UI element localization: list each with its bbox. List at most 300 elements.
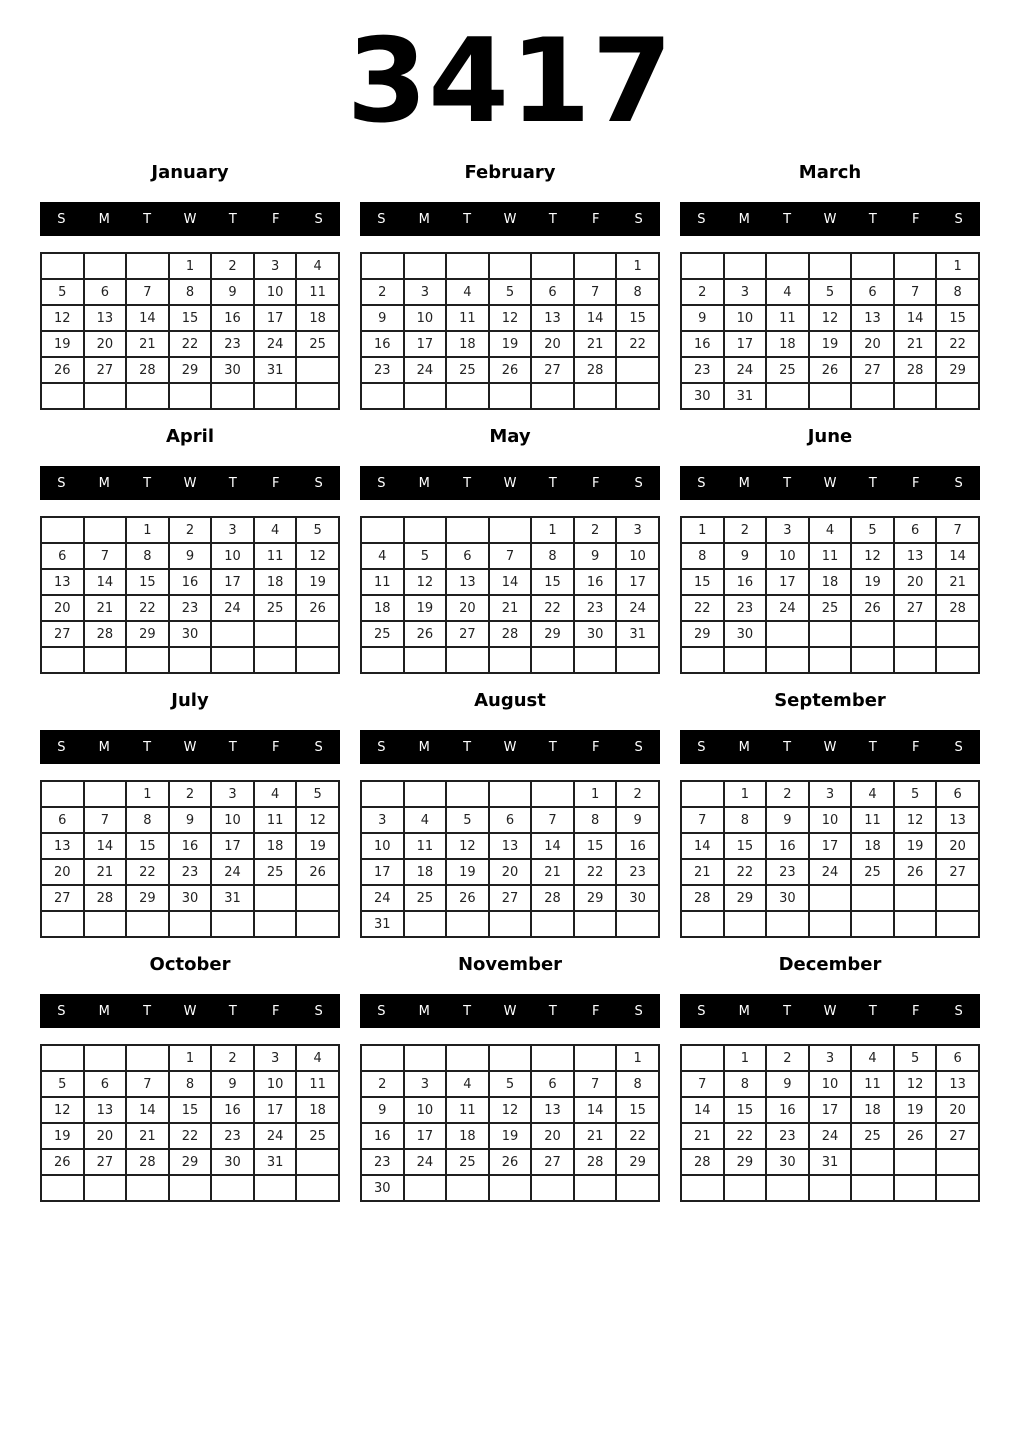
day-cell: 2 — [361, 279, 404, 305]
empty-day-cell — [574, 383, 617, 409]
day-cell: 6 — [41, 543, 84, 569]
empty-day-cell — [574, 1175, 617, 1201]
day-cell: 19 — [446, 859, 489, 885]
week-row — [361, 569, 659, 595]
empty-day-cell — [489, 253, 532, 279]
day-cell: 11 — [446, 1097, 489, 1123]
day-cell: 14 — [531, 833, 574, 859]
day-cell: 9 — [361, 305, 404, 331]
day-cell: 19 — [404, 595, 447, 621]
day-cell: 3 — [404, 279, 447, 305]
day-cell: 18 — [851, 1097, 894, 1123]
day-cell: 4 — [851, 781, 894, 807]
day-cell: 30 — [681, 383, 724, 409]
day-cell: 2 — [169, 517, 212, 543]
weekday-label: S — [954, 1003, 963, 1019]
day-cell: 21 — [936, 569, 979, 595]
week-row — [361, 833, 659, 859]
day-cell: 26 — [41, 357, 84, 383]
empty-day-cell — [489, 647, 532, 673]
day-cell: 21 — [489, 595, 532, 621]
day-cell: 20 — [489, 859, 532, 885]
day-cell: 28 — [84, 621, 127, 647]
day-cell: 24 — [809, 859, 852, 885]
day-cell: 5 — [489, 279, 532, 305]
weekday-label: F — [271, 739, 280, 755]
day-cell: 29 — [574, 885, 617, 911]
day-cell: 19 — [809, 331, 852, 357]
day-cell: 20 — [41, 595, 84, 621]
weekday-header-bar — [360, 202, 660, 236]
week-row — [41, 543, 339, 569]
month-block-december — [680, 950, 980, 1202]
day-cell: 13 — [84, 305, 127, 331]
weekday-label: W — [503, 475, 517, 491]
day-cell: 20 — [936, 833, 979, 859]
empty-day-cell — [126, 253, 169, 279]
empty-day-cell — [211, 621, 254, 647]
day-cell: 5 — [851, 517, 894, 543]
day-cell: 14 — [126, 1097, 169, 1123]
empty-day-cell — [489, 1175, 532, 1201]
week-row — [41, 1149, 339, 1175]
day-cell: 11 — [361, 569, 404, 595]
empty-day-cell — [809, 885, 852, 911]
day-cell: 30 — [766, 1149, 809, 1175]
day-cell: 30 — [616, 885, 659, 911]
week-row — [681, 1175, 979, 1201]
day-cell: 29 — [936, 357, 979, 383]
day-cell: 25 — [254, 595, 297, 621]
weekday-label: S — [377, 211, 386, 227]
weekday-label: T — [868, 739, 877, 755]
day-cell: 8 — [126, 807, 169, 833]
calendar-grid — [680, 780, 980, 938]
weekday-label: M — [738, 211, 750, 227]
empty-day-cell — [809, 621, 852, 647]
day-cell: 27 — [84, 1149, 127, 1175]
empty-day-cell — [574, 253, 617, 279]
day-cell: 15 — [724, 1097, 767, 1123]
month-block-january — [40, 158, 340, 410]
week-row — [681, 885, 979, 911]
day-cell: 10 — [724, 305, 767, 331]
day-cell: 5 — [41, 1071, 84, 1097]
weekday-header-bar — [360, 730, 660, 764]
week-row — [41, 569, 339, 595]
weekday-label: F — [591, 1003, 600, 1019]
day-cell: 21 — [531, 859, 574, 885]
day-cell: 24 — [404, 1149, 447, 1175]
empty-day-cell — [574, 1045, 617, 1071]
day-cell: 28 — [574, 357, 617, 383]
calendar-grid — [360, 780, 660, 938]
month-block-april — [40, 422, 340, 674]
empty-day-cell — [404, 911, 447, 937]
empty-day-cell — [809, 383, 852, 409]
empty-day-cell — [446, 781, 489, 807]
month-block-june — [680, 422, 980, 674]
day-cell: 15 — [169, 1097, 212, 1123]
day-cell: 11 — [296, 279, 339, 305]
day-cell: 4 — [254, 781, 297, 807]
day-cell: 31 — [254, 357, 297, 383]
day-cell: 9 — [574, 543, 617, 569]
empty-day-cell — [41, 1175, 84, 1201]
day-cell: 22 — [724, 859, 767, 885]
day-cell: 1 — [616, 1045, 659, 1071]
empty-day-cell — [404, 1045, 447, 1071]
day-cell: 20 — [41, 859, 84, 885]
day-cell: 12 — [296, 543, 339, 569]
empty-day-cell — [766, 1175, 809, 1201]
week-row — [41, 621, 339, 647]
calendar-page — [0, 14, 1020, 1202]
week-row — [681, 859, 979, 885]
empty-day-cell — [574, 911, 617, 937]
empty-day-cell — [851, 911, 894, 937]
day-cell: 17 — [766, 569, 809, 595]
week-row — [41, 1175, 339, 1201]
day-cell: 10 — [254, 279, 297, 305]
calendar-grid — [680, 252, 980, 410]
day-cell: 13 — [531, 305, 574, 331]
weekday-label: T — [783, 211, 792, 227]
empty-day-cell — [404, 781, 447, 807]
empty-day-cell — [489, 911, 532, 937]
month-title: September — [774, 690, 886, 711]
day-cell: 15 — [531, 569, 574, 595]
day-cell: 16 — [766, 833, 809, 859]
day-cell: 21 — [574, 331, 617, 357]
weekday-label: T — [463, 1003, 472, 1019]
weekday-label: M — [738, 475, 750, 491]
week-row — [681, 781, 979, 807]
day-cell: 3 — [809, 781, 852, 807]
day-cell: 15 — [681, 569, 724, 595]
day-cell: 16 — [211, 305, 254, 331]
month-title: May — [489, 426, 531, 447]
day-cell: 16 — [169, 569, 212, 595]
empty-day-cell — [126, 647, 169, 673]
weekday-label: S — [57, 211, 66, 227]
calendar-grid — [360, 1044, 660, 1202]
empty-day-cell — [254, 621, 297, 647]
day-cell: 4 — [446, 1071, 489, 1097]
day-cell: 2 — [681, 279, 724, 305]
week-row — [361, 621, 659, 647]
empty-day-cell — [361, 253, 404, 279]
week-row — [361, 253, 659, 279]
day-cell: 2 — [616, 781, 659, 807]
day-cell: 14 — [681, 1097, 724, 1123]
empty-day-cell — [616, 1175, 659, 1201]
empty-day-cell — [724, 1175, 767, 1201]
empty-day-cell — [169, 383, 212, 409]
day-cell: 5 — [489, 1071, 532, 1097]
day-cell: 1 — [574, 781, 617, 807]
empty-day-cell — [894, 1175, 937, 1201]
day-cell: 3 — [809, 1045, 852, 1071]
day-cell: 28 — [489, 621, 532, 647]
day-cell: 1 — [681, 517, 724, 543]
day-cell: 17 — [361, 859, 404, 885]
empty-day-cell — [894, 1149, 937, 1175]
week-row — [361, 1071, 659, 1097]
weekday-label: F — [911, 211, 920, 227]
weekday-label: T — [548, 1003, 557, 1019]
day-cell: 19 — [489, 331, 532, 357]
week-row — [41, 383, 339, 409]
day-cell: 18 — [446, 1123, 489, 1149]
empty-day-cell — [446, 911, 489, 937]
weekday-label: T — [228, 211, 237, 227]
day-cell: 19 — [894, 833, 937, 859]
day-cell: 29 — [126, 621, 169, 647]
weekday-label: T — [868, 211, 877, 227]
month-block-august — [360, 686, 660, 938]
empty-day-cell — [296, 383, 339, 409]
day-cell: 8 — [126, 543, 169, 569]
day-cell: 5 — [894, 781, 937, 807]
day-cell: 24 — [724, 357, 767, 383]
day-cell: 1 — [531, 517, 574, 543]
day-cell: 13 — [936, 1071, 979, 1097]
day-cell: 9 — [616, 807, 659, 833]
day-cell: 7 — [681, 1071, 724, 1097]
empty-day-cell — [724, 647, 767, 673]
month-block-march — [680, 158, 980, 410]
day-cell: 17 — [404, 331, 447, 357]
day-cell: 3 — [254, 253, 297, 279]
day-cell: 27 — [531, 357, 574, 383]
empty-day-cell — [851, 383, 894, 409]
day-cell: 17 — [616, 569, 659, 595]
week-row — [41, 1097, 339, 1123]
empty-day-cell — [84, 517, 127, 543]
day-cell: 3 — [361, 807, 404, 833]
weekday-header-bar — [40, 202, 340, 236]
empty-day-cell — [446, 647, 489, 673]
day-cell: 4 — [296, 1045, 339, 1071]
day-cell: 23 — [211, 1123, 254, 1149]
day-cell: 24 — [766, 595, 809, 621]
day-cell: 27 — [489, 885, 532, 911]
weekday-label: T — [548, 739, 557, 755]
day-cell: 22 — [616, 331, 659, 357]
day-cell: 28 — [681, 885, 724, 911]
weekday-label: S — [377, 475, 386, 491]
day-cell: 15 — [126, 833, 169, 859]
day-cell: 11 — [766, 305, 809, 331]
empty-day-cell — [404, 253, 447, 279]
day-cell: 2 — [574, 517, 617, 543]
day-cell: 16 — [616, 833, 659, 859]
empty-day-cell — [489, 1045, 532, 1071]
day-cell: 24 — [254, 331, 297, 357]
empty-day-cell — [296, 885, 339, 911]
empty-day-cell — [766, 383, 809, 409]
day-cell: 18 — [446, 331, 489, 357]
calendar-grid — [360, 252, 660, 410]
day-cell: 14 — [681, 833, 724, 859]
weekday-label: T — [548, 475, 557, 491]
day-cell: 26 — [41, 1149, 84, 1175]
day-cell: 23 — [211, 331, 254, 357]
day-cell: 29 — [126, 885, 169, 911]
day-cell: 27 — [41, 885, 84, 911]
empty-day-cell — [41, 253, 84, 279]
empty-day-cell — [809, 253, 852, 279]
weekday-label: F — [591, 211, 600, 227]
week-row — [361, 357, 659, 383]
weekday-label: S — [954, 475, 963, 491]
day-cell: 23 — [766, 859, 809, 885]
weekday-label: T — [868, 475, 877, 491]
empty-day-cell — [936, 621, 979, 647]
weekday-label: M — [418, 475, 430, 491]
day-cell: 16 — [766, 1097, 809, 1123]
day-cell: 26 — [489, 357, 532, 383]
weekday-label: F — [271, 1003, 280, 1019]
day-cell: 7 — [894, 279, 937, 305]
empty-day-cell — [531, 647, 574, 673]
empty-day-cell — [531, 253, 574, 279]
weekday-label: M — [738, 1003, 750, 1019]
day-cell: 27 — [851, 357, 894, 383]
day-cell: 11 — [404, 833, 447, 859]
weekday-header-bar — [40, 994, 340, 1028]
empty-day-cell — [446, 1045, 489, 1071]
day-cell: 13 — [936, 807, 979, 833]
empty-day-cell — [361, 781, 404, 807]
day-cell: 13 — [531, 1097, 574, 1123]
weekday-label: M — [738, 739, 750, 755]
week-row — [361, 1175, 659, 1201]
empty-day-cell — [681, 253, 724, 279]
day-cell: 9 — [681, 305, 724, 331]
week-row — [41, 331, 339, 357]
day-cell: 24 — [404, 357, 447, 383]
day-cell: 24 — [254, 1123, 297, 1149]
weekday-label: M — [418, 739, 430, 755]
day-cell: 30 — [361, 1175, 404, 1201]
empty-day-cell — [169, 1175, 212, 1201]
day-cell: 9 — [766, 807, 809, 833]
day-cell: 8 — [574, 807, 617, 833]
week-row — [361, 781, 659, 807]
day-cell: 17 — [809, 833, 852, 859]
month-title: March — [798, 162, 862, 183]
weekday-label: S — [697, 1003, 706, 1019]
day-cell: 21 — [126, 1123, 169, 1149]
day-cell: 4 — [296, 253, 339, 279]
day-cell: 31 — [809, 1149, 852, 1175]
day-cell: 12 — [809, 305, 852, 331]
weekday-label: T — [143, 1003, 152, 1019]
day-cell: 18 — [809, 569, 852, 595]
empty-day-cell — [84, 781, 127, 807]
day-cell: 12 — [894, 1071, 937, 1097]
empty-day-cell — [404, 647, 447, 673]
day-cell: 18 — [404, 859, 447, 885]
day-cell: 31 — [254, 1149, 297, 1175]
day-cell: 18 — [766, 331, 809, 357]
week-row — [681, 1149, 979, 1175]
day-cell: 17 — [254, 1097, 297, 1123]
weekday-label: F — [271, 211, 280, 227]
day-cell: 28 — [681, 1149, 724, 1175]
month-block-may — [360, 422, 660, 674]
day-cell: 10 — [211, 543, 254, 569]
day-cell: 23 — [681, 357, 724, 383]
day-cell: 17 — [809, 1097, 852, 1123]
empty-day-cell — [616, 383, 659, 409]
week-row — [681, 543, 979, 569]
weekday-label: T — [228, 1003, 237, 1019]
day-cell: 7 — [126, 279, 169, 305]
day-cell: 12 — [894, 807, 937, 833]
day-cell: 1 — [169, 1045, 212, 1071]
month-block-november — [360, 950, 660, 1202]
day-cell: 14 — [489, 569, 532, 595]
weekday-label: S — [314, 475, 323, 491]
empty-day-cell — [681, 1175, 724, 1201]
weekday-label: S — [634, 1003, 643, 1019]
day-cell: 17 — [211, 569, 254, 595]
day-cell: 22 — [169, 1123, 212, 1149]
weekday-label: W — [823, 1003, 837, 1019]
day-cell: 21 — [681, 859, 724, 885]
day-cell: 19 — [41, 331, 84, 357]
week-row — [681, 357, 979, 383]
day-cell: 18 — [254, 569, 297, 595]
weekday-label: F — [591, 475, 600, 491]
day-cell: 8 — [616, 1071, 659, 1097]
empty-day-cell — [296, 357, 339, 383]
empty-day-cell — [84, 911, 127, 937]
day-cell: 22 — [616, 1123, 659, 1149]
week-row — [361, 595, 659, 621]
day-cell: 7 — [681, 807, 724, 833]
day-cell: 19 — [296, 569, 339, 595]
day-cell: 30 — [169, 885, 212, 911]
day-cell: 13 — [446, 569, 489, 595]
day-cell: 28 — [574, 1149, 617, 1175]
day-cell: 29 — [724, 1149, 767, 1175]
day-cell: 10 — [809, 807, 852, 833]
day-cell: 3 — [211, 517, 254, 543]
day-cell: 25 — [361, 621, 404, 647]
day-cell: 13 — [41, 569, 84, 595]
weekday-label: S — [634, 475, 643, 491]
day-cell: 1 — [936, 253, 979, 279]
day-cell: 22 — [724, 1123, 767, 1149]
empty-day-cell — [766, 911, 809, 937]
weekday-label: S — [697, 739, 706, 755]
day-cell: 25 — [851, 1123, 894, 1149]
day-cell: 4 — [446, 279, 489, 305]
day-cell: 7 — [574, 1071, 617, 1097]
empty-day-cell — [296, 647, 339, 673]
week-row — [361, 543, 659, 569]
week-row — [361, 911, 659, 937]
weekday-label: W — [503, 739, 517, 755]
day-cell: 12 — [489, 305, 532, 331]
day-cell: 22 — [169, 331, 212, 357]
day-cell: 5 — [809, 279, 852, 305]
day-cell: 9 — [169, 543, 212, 569]
